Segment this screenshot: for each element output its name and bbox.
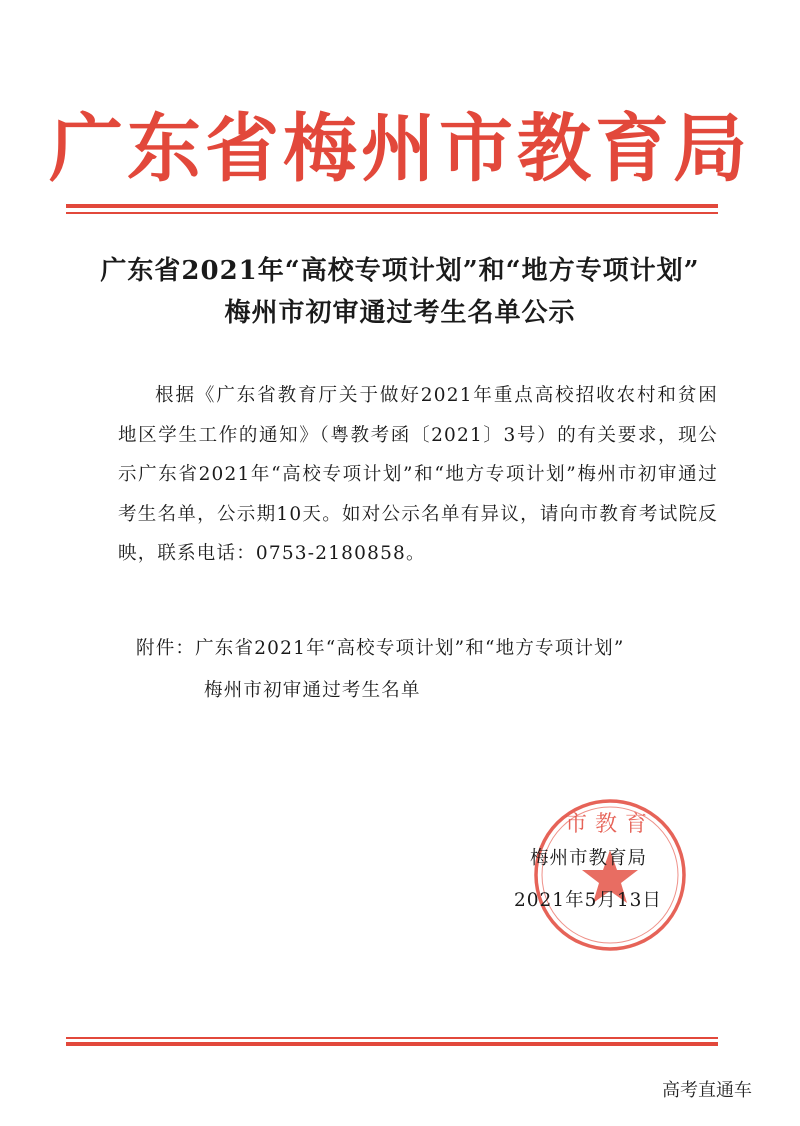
document-title-line1: 广东省2021年“高校专项计划”和“地方专项计划” [100, 256, 700, 286]
signature-date: 2021年5月13日 [514, 890, 662, 911]
attachment-line1: 附件：广东省2021年“高校专项计划”和“地方专项计划” [136, 638, 625, 659]
letterhead-rule-thick [66, 204, 718, 208]
letterhead-org-name: 广东省梅州市教育局 [49, 106, 751, 192]
body-paragraph: 根据《广东省教育厅关于做好2021年重点高校招收农村和贫困地区学生工作的通知》（粤教考函〔2021〕3号）的有关要求，现公示广东省2021年“高校专项计划”和“地方专项计划”梅州市初审通过考生名单，公示期10天。如对公示名单有异议，请向市教育考试院反映，联系电话：0753-2180858。 [118, 385, 718, 564]
signature-org: 梅州市教育局 [530, 848, 648, 869]
official-seal [530, 795, 690, 955]
body-section [118, 376, 718, 574]
watermark-text: 高考直通车 [662, 1080, 752, 1101]
letterhead-rule-thin [66, 212, 718, 214]
attachment-line2: 梅州市初审通过考生名单 [204, 680, 421, 701]
document-title-line2: 梅州市初审通过考生名单公示 [224, 298, 576, 328]
footer-rule-thick [66, 1042, 718, 1046]
footer-rule-thin [66, 1037, 718, 1039]
seal-text: 市教育 [564, 812, 656, 837]
